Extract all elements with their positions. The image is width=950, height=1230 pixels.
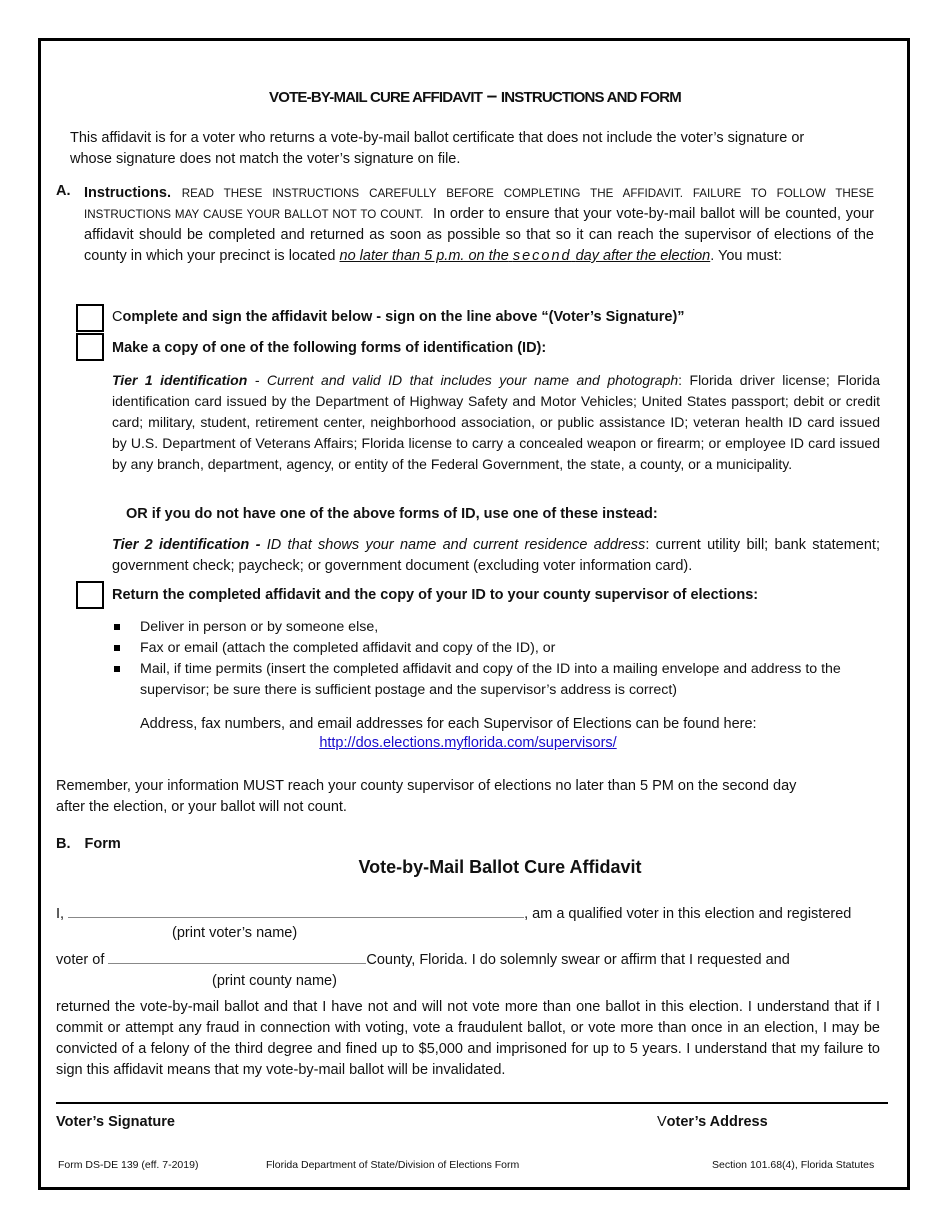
checklist-item-copy-id: Make a copy of one of the following forms of identification (ID):	[112, 340, 547, 356]
checklist-item-return: Return the completed affidavit and the copy of your ID to your county supervisor of elections:	[112, 587, 759, 603]
document-title: VOTE-BY-MAIL CURE AFFIDAVIT – INSTRUCTIONS AND FORM	[269, 86, 681, 107]
checkbox-sign-affidavit[interactable]	[76, 304, 104, 332]
checklist-item-sign: Complete and sign the affidavit below - sign on the line above “(Voter’s Signature)”	[112, 309, 685, 325]
section-a-heading: Instructions.	[84, 185, 172, 201]
county-field[interactable]	[108, 949, 366, 964]
delivery-methods-list	[112, 617, 902, 701]
checkbox-return-affidavit[interactable]	[76, 581, 104, 609]
voter-name-line: I, , am a qualified voter in this election and registered	[56, 903, 851, 922]
supervisor-address-note: Address, fax numbers, and email addresses for each Supervisor of Elections can be found here:	[140, 716, 757, 732]
signature-line[interactable]	[56, 1102, 888, 1104]
footer-statute: Section 101.68(4), Florida Statutes	[712, 1159, 875, 1171]
section-a-warning: READ THESE INSTRUCTIONS CAREFULLY BEFORE COMPLETING THE AFFIDAVIT. FAILURE TO FOLLOW THESE INSTRUCTIONS MAY CAUSE YOUR BALLOT NOT TO COUNT.	[84, 187, 874, 221]
checkbox-copy-id[interactable]	[76, 333, 104, 361]
or-alternative-line: OR if you do not have one of the above forms of ID, use one of these instead:	[126, 506, 658, 522]
reminder-paragraph: Remember, your information MUST reach your county supervisor of elections no later than 5 PM on the second day after the election, or your ballot will not count.	[56, 778, 797, 815]
list-item: Mail, if time permits (insert the completed affidavit and copy of the ID into a mailing envelope and address to the supervisor; be sure there is sufficient postage and the supervisor’s address is correct)	[112, 659, 902, 701]
voter-address-label: Voter’s Address	[657, 1114, 768, 1130]
affidavit-body: returned the vote-by-mail ballot and that I have not and will not vote more than one ballot in this election. I understand that if I commit or attempt any fraud in connection with voting, vote a fraudulent ballot, or vote more than once in an election, I may be convicted of a felony of the third degree and fined up to $5,000 and imprisoned for up to 5 years. I understand that my failure to sign this affidavit means that my vote-by-mail ballot will be invalidated.	[56, 999, 880, 1078]
section-a-instructions: Instructions. READ THESE INSTRUCTIONS CAREFULLY BEFORE COMPLETING THE AFFIDAVIT. FAILURE TO FOLLOW THESE INSTRUCTIONS MAY CAUSE YOUR BALLOT NOT TO COUNT. In order to ensure that your vote-by-mail ballot will be counted, your affidavit should be completed and returned as soon as possible so that so it can reach the supervisor of elections of the county in which your precinct is located no later than 5 p.m. on the second day after the election. You must:	[84, 185, 874, 264]
county-caption: (print county name)	[212, 973, 337, 989]
list-item: Deliver in person or by someone else,	[112, 617, 902, 638]
footer-agency: Florida Department of State/Division of Elections Form	[266, 1159, 520, 1171]
affidavit-title: Vote-by-Mail Ballot Cure Affidavit	[358, 857, 642, 877]
tier2-paragraph: Tier 2 identification - ID that shows your name and current residence address: current utility bill; bank statement; government check; paycheck; or government document (excluding voter information card).	[112, 537, 880, 574]
tier1-paragraph: Tier 1 identification - Current and valid ID that includes your name and photograph: Florida driver license; Florida identification card issued by the Department of Highway Safety and Motor Vehicles; United States passport; debit or credit card; military, student, retirement center, neighborhood association, or public assistance ID; veteran health ID card issued by U.S. Department of Veterans Affairs; Florida license to carry a concealed weapon or firearm; or employee ID card issued by any branch, department, agency, or entity of the Federal Government, the state, a county, or a municipality.	[112, 372, 881, 472]
section-a-body: In order to ensure that your vote-by-mail ballot will be counted, your affidavit should be completed and returned as soon as possible so that so it can reach the supervisor of elections of the county in which your precinct is located	[84, 206, 874, 264]
county-line: voter of County, Florida. I do solemnly swear or affirm that I requested and	[56, 949, 790, 968]
deadline-text: no later than 5 p.m. on the second day after the election	[339, 248, 711, 264]
voter-signature-label: Voter’s Signature	[56, 1114, 175, 1130]
voter-name-field[interactable]	[68, 903, 524, 918]
list-item: Fax or email (attach the completed affidavit and copy of the ID), or	[112, 638, 902, 659]
voter-name-caption: (print voter’s name)	[172, 925, 298, 941]
section-a-letter: A.	[56, 183, 71, 199]
footer-form-id: Form DS-DE 139 (eff. 7-2019)	[58, 1159, 199, 1171]
section-b-heading: B. Form	[56, 836, 121, 852]
supervisors-link[interactable]: http://dos.elections.myflorida.com/supervisors/	[319, 735, 617, 751]
intro-paragraph: This affidavit is for a voter who returns a vote-by-mail ballot certificate that does not include the voter’s signature or whose signature does not match the voter’s signature on file.	[70, 130, 805, 167]
